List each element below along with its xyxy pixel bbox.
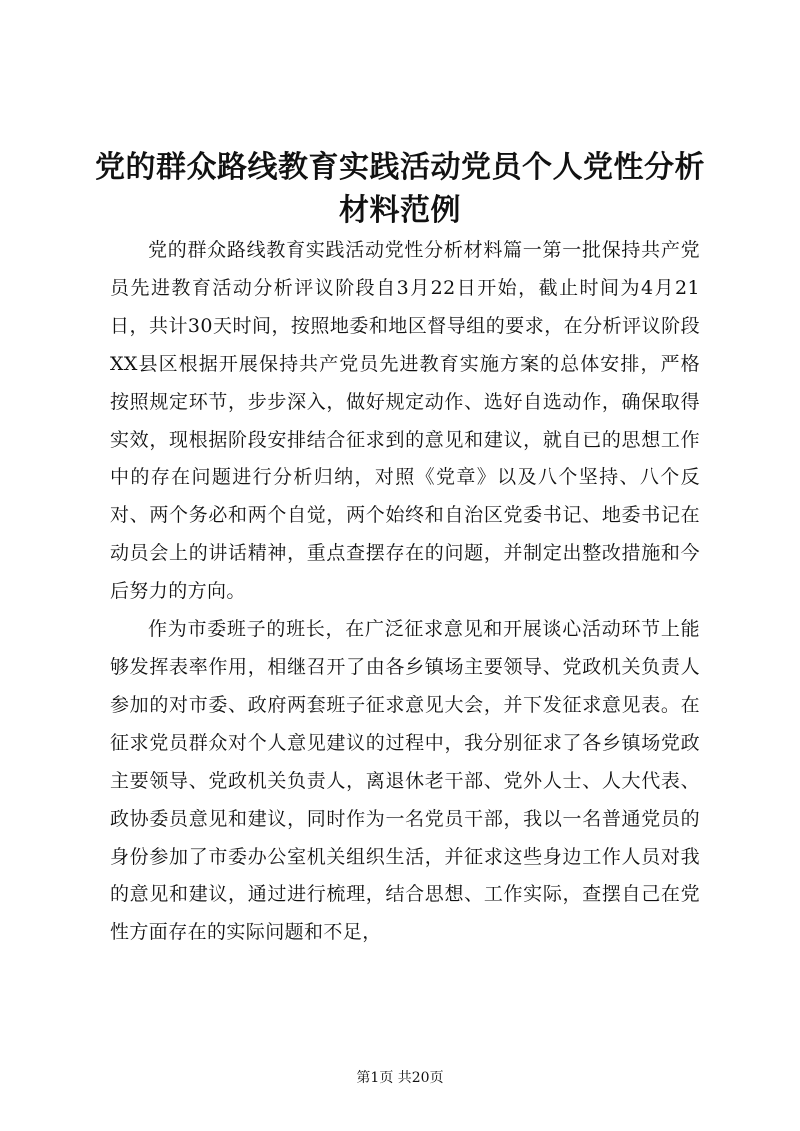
document-body bbox=[110, 232, 700, 952]
paragraph-2: 作为市委班子的班长，在广泛征求意见和开展谈心活动环节上能够发挥表率作用，相继召开了由各乡镇场主要领导、党政机关负责人参加的对市委、政府两套班子征求意见大会，并下发征求意见表。在征求党员群众对个人意见建议的过程中，我分别征求了各乡镇场党政主要领导、党政机关负责人，离退休老干部、党外人士、人大代表、政协委员意见和建议，同时作为一名党员干部，我以一名普通党员的身份参加了市委办公室机关组织生活，并征求这些身边工作人员对我的意见和建议，通过进行梳理，结合思想、工作实际，查摆自己在党性方面存在的实际问题和不足， bbox=[110, 618, 700, 944]
document-title: 党的群众路线教育实践活动党员个人党性分析材料范例 bbox=[95, 150, 705, 228]
page-number-footer: 第1页 共20页 bbox=[356, 1070, 444, 1086]
paragraph-1: 党的群众路线教育实践活动党性分析材料篇一第一批保持共产党员先进教育活动分析评议阶段自3月22日开始，截止时间为4月21日，共计30天时间，按照地委和地区督导组的要求，在分析评议阶段XX县区根据开展保持共产党员先进教育实施方案的总体安排，严格按照规定环节，步步深入，做好规定动作、选好自选动作，确保取得实效，现根据阶段安排结合征求到的意见和建议，就自已的思想工作中的存在问题进行分析归纳，对照《党章》以及八个坚持、八个反对、两个务必和两个自觉，两个始终和自治区党委书记、地委书记在动员会上的讲话精神，重点查摆存在的问题，并制定出整改措施和今后努力的方向。 bbox=[110, 239, 700, 603]
